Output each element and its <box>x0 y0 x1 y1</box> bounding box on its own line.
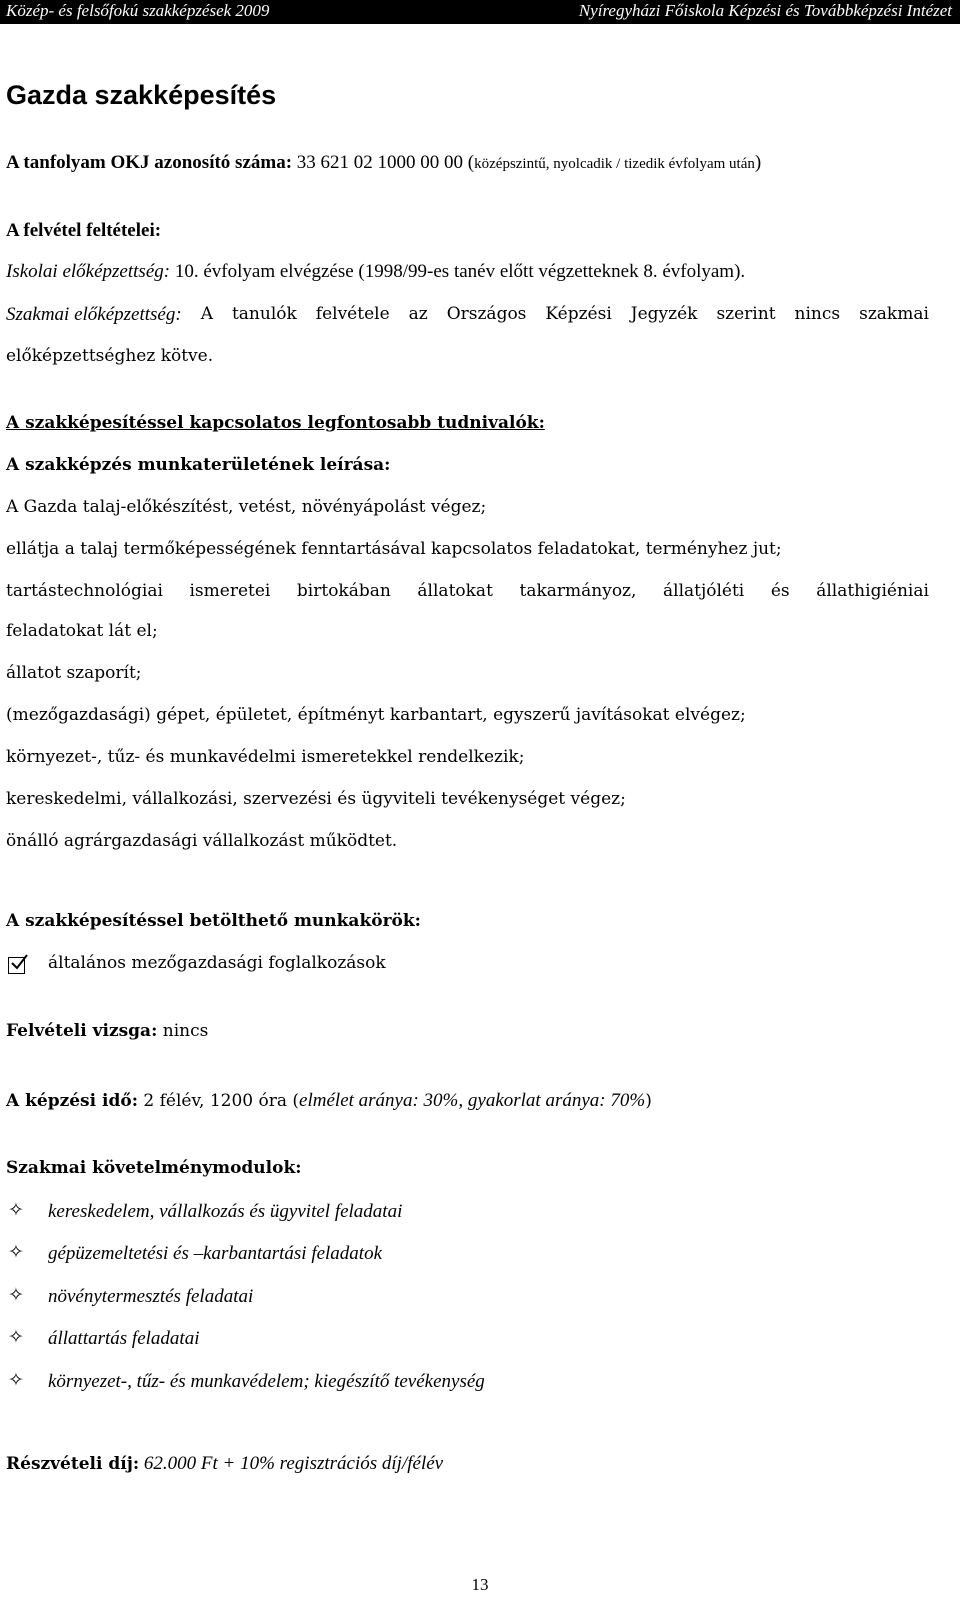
work-description-line <box>6 581 929 601</box>
okj-note: középszintű, nyolcadik / tizedik évfolyam után <box>474 156 755 172</box>
module-item: kereskedelem, vállalkozás és ügyvitel feladatai <box>48 1201 403 1222</box>
work-description-word: állatokat <box>417 581 493 601</box>
prof-prereq-label: Szakmai előképzettség: <box>6 304 182 325</box>
header-right-text: Nyíregyházi Főiskola Képzési és Továbbképzési Intézet <box>578 1 952 20</box>
work-description-line: ellátja a talaj termőképességének fenntartásával kapcsolatos feladatokat, terményhez jut; <box>6 539 782 559</box>
school-prereq-label: Iskolai előképzettség: <box>6 261 171 282</box>
prof-prereq-continuation: előképzettséghez kötve. <box>6 346 214 366</box>
info-heading: A szakképesítéssel kapcsolatos legfontosabb tudnivalók: <box>6 413 545 433</box>
checkbox-icon <box>8 957 25 974</box>
work-description-line: A Gazda talaj-előkészítést, vetést, növényápolást végez; <box>6 497 487 517</box>
duration-value: 2 félév, 1200 óra ( <box>137 1091 300 1111</box>
page-number: 13 <box>471 1575 489 1594</box>
duration-close: ) <box>645 1091 652 1111</box>
work-description-word: ismeretei <box>189 581 271 601</box>
modules-heading: Szakmai követelménymodulok: <box>6 1158 302 1178</box>
module-item: állattartás feladatai <box>48 1328 200 1349</box>
work-description-word: takarmányoz, <box>519 581 637 601</box>
prof-prereq-word: az <box>408 304 428 324</box>
okj-close: ) <box>754 152 762 173</box>
star-bullet-icon: ✧ <box>8 1326 24 1348</box>
prof-prereq-word: Országos <box>446 304 527 324</box>
star-bullet-icon: ✧ <box>8 1241 24 1263</box>
star-bullet-icon: ✧ <box>8 1284 24 1306</box>
prof-prereq-word: szakmai <box>859 304 929 324</box>
work-description-line: kereskedelmi, vállalkozási, szervezési és ügyviteli tevékenységet végez; <box>6 789 626 809</box>
jobs-heading: A szakképesítéssel betölthető munkakörök: <box>6 911 421 931</box>
duration-detail: elmélet aránya: 30%, gyakorlat aránya: 70% <box>299 1090 646 1111</box>
page-title: Gazda szakképesítés <box>6 80 277 110</box>
fee-value: 62.000 Ft + 10% regisztrációs díj/félév <box>139 1453 444 1474</box>
exam-label: Felvételi vizsga: <box>6 1021 158 1041</box>
work-area-subheading: A szakképzés munkaterületének leírása: <box>6 455 391 475</box>
prof-prereq-word: felvétele <box>315 304 390 324</box>
prof-prereq-word: A <box>200 304 213 324</box>
work-description-word: birtokában <box>296 581 391 601</box>
work-description-word: állatjóléti <box>663 581 745 601</box>
work-description-word: állathigiéniai <box>816 581 929 601</box>
work-description-line: állatot szaporít; <box>6 663 142 683</box>
school-prereq-line <box>6 261 745 283</box>
exam-value: nincs <box>157 1021 209 1041</box>
header-left-text: Közép- és felsőfokú szakképzések 2009 <box>6 1 270 20</box>
star-bullet-icon: ✧ <box>8 1369 24 1391</box>
module-item: környezet-, tűz- és munkavédelem; kiegészítő tevékenység <box>48 1371 485 1392</box>
module-item: gépüzemeltetési és –karbantartási feladatok <box>48 1243 383 1264</box>
work-description-line: (mezőgazdasági) gépet, épületet, építményt karbantart, egyszerű javításokat elvégez; <box>6 705 746 725</box>
prof-prereq-line <box>6 304 929 326</box>
duration-label: A képzési idő: <box>6 1091 138 1111</box>
work-description-line: környezet-, tűz- és munkavédelmi ismeretekkel rendelkezik; <box>6 747 525 767</box>
work-description-line: feladatokat lát el; <box>6 621 158 641</box>
module-item: növénytermesztés feladatai <box>48 1286 254 1307</box>
star-bullet-icon: ✧ <box>8 1199 24 1221</box>
job-item: általános mezőgazdasági foglalkozások <box>48 953 386 973</box>
duration-line <box>6 1090 652 1112</box>
okj-line <box>6 152 761 174</box>
work-description-word: tartástechnológiai <box>6 581 163 601</box>
prof-prereq-word: nincs <box>794 304 841 324</box>
prof-prereq-word: szerint <box>716 304 776 324</box>
prof-prereq-word: tanulók <box>231 304 297 324</box>
exam-line <box>6 1021 208 1041</box>
admission-heading: A felvétel feltételei: <box>6 220 162 241</box>
work-description-line: önálló agrárgazdasági vállalkozást működtet. <box>6 831 398 851</box>
prof-prereq-word: Képzési <box>545 304 612 324</box>
fee-line <box>6 1453 443 1475</box>
okj-value: 33 621 02 1000 00 00 ( <box>296 152 475 173</box>
prof-prereq-word: Jegyzék <box>630 304 698 324</box>
page-header <box>0 0 960 24</box>
fee-label: Részvételi díj: <box>6 1454 140 1474</box>
check-mark-icon <box>10 954 28 972</box>
okj-label: A tanfolyam OKJ azonosító száma: <box>6 152 293 173</box>
work-description-word: és <box>770 581 790 601</box>
school-prereq-value: 10. évfolyam elvégzése (1998/99-es tanév előtt végzetteknek 8. évfolyam). <box>170 261 746 282</box>
